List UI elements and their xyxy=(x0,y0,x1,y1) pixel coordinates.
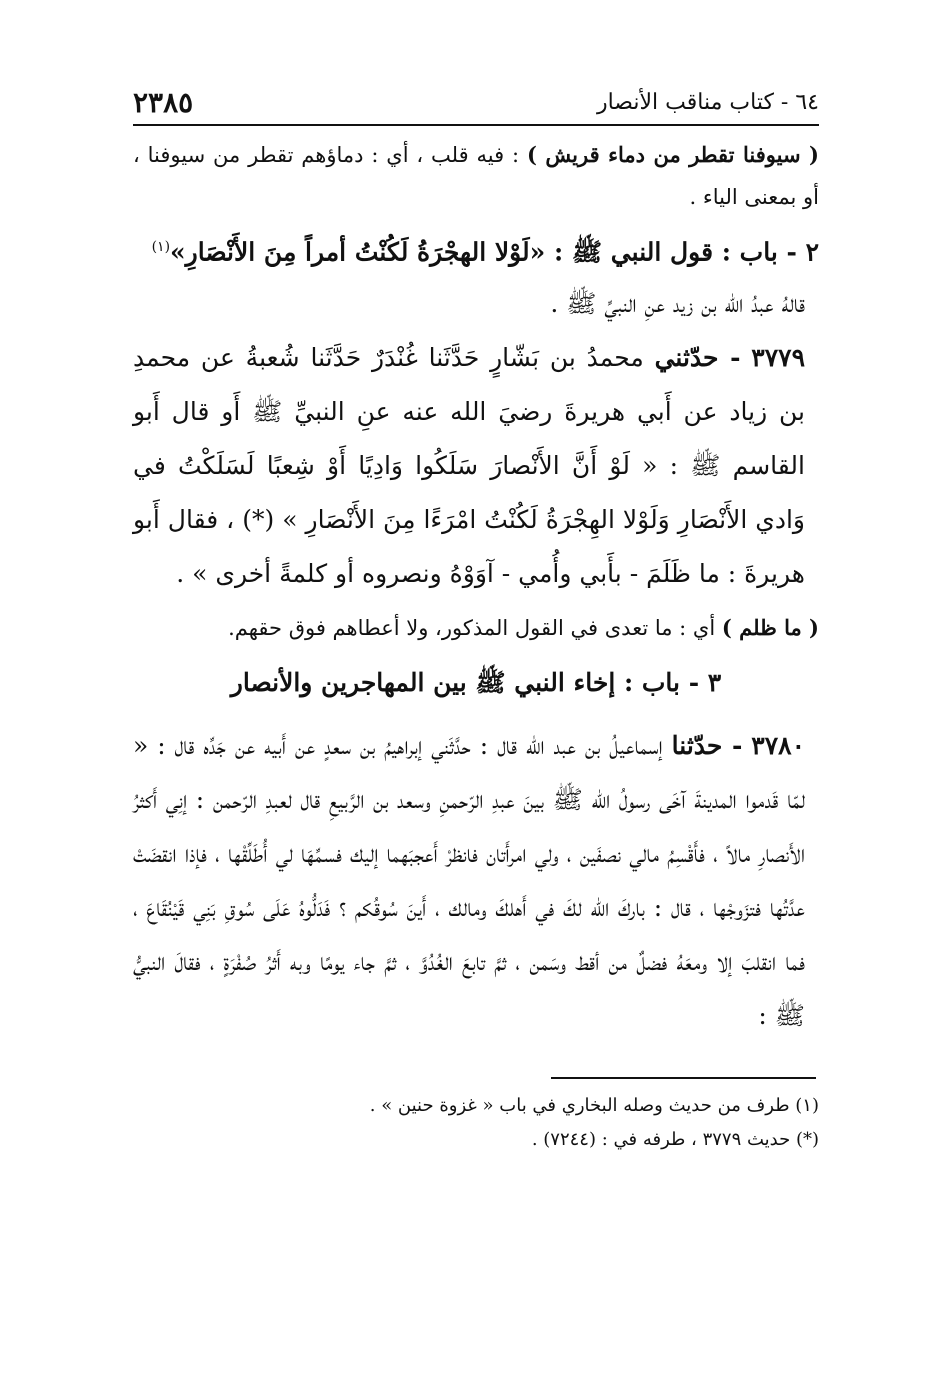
page-number: ٢٣٨٥ xyxy=(133,86,194,119)
gloss-term-2: ( ما ظلم ) xyxy=(721,615,819,641)
gloss-term-1: ( سيوفنا تقطر من دماء قريش ) xyxy=(526,142,819,167)
hadith-3780-number: ٣٧٨٠ xyxy=(751,731,806,761)
page xyxy=(133,80,819,1157)
hadith-3780 xyxy=(133,719,819,1043)
footnote-divider xyxy=(551,1077,816,1079)
hadith-3779-text: محمدُ بن بَشّارٍ حَدَّثَنا غُنْدَرٌ حَدَّثَنا شُعبةُ عن محمدِ بن زياد عن أَبي هريرةَ رضيَ الله عنه عنِ النبيِّ ﷺ أَو قال أَبو القاسم ﷺ : « لَوْ أَنَّ الأَنْصارَ سَلَكُوا وَادِيًا أَوْ شِعبًا لَسَلَكْتُ في وَادي الأَنْصَارِ وَلَوْلا الهِجْرَةُ لَكُنْتُ امْرَءًا مِنَ الأَنْصَارِ » (*) ، فقال أَبو هريرةَ : ما ظَلَمَ - بأَبي وأُمي - آوَوْهُ ونصروه أو كلمةً أخرى » . xyxy=(133,343,805,589)
gloss-text-2: أي : ما تعدى في القول المذكور، ولا أعطاهم فوق حقهم. xyxy=(228,616,716,641)
chapter-title: ٦٤ - كتاب مناقب الأنصار xyxy=(596,90,819,115)
bab-3-heading: ٣ - باب : إخاء النبي ﷺ بين المهاجرين والأنصار xyxy=(230,668,722,698)
gloss-paragraph-1 xyxy=(133,134,819,218)
hadith-3780-lead: - حدّثنا xyxy=(671,731,743,761)
bab-2-heading xyxy=(133,222,819,277)
hadith-3780-text: إسماعيلُ بن عبد الله قال : حدَّثَني إبراهيمُ بن سعدٍ عن أَبيه عن جَدِّه قال : « لمّا قَدموا المدينةَ آخَى رسولُ الله ﷺ بينَ عبدِ الرّحمنِ وسعد بن الرَّبيعِ قال لعبدِ الرّحمن : إنِي أَكثرُ الأَنصارِ مالاً ، فأَقْسِمُ مالي نصفَين ، ولي امرأَتان فانظرْ أَعجبَهما إليك فسمِّهَا لي أُطَلِّقْها ، فإذا انقضَتْ عدَّتُها فتزَوجْها ، قال : باركَ الله لكَ في أَهلكَ ومالك ، أَينَ سُوقُكم ؟ فَدَلُّوهُ عَلَى سُوقِ بَنِي قَيْنُقَاعَ ، فما انقلبَ إلا ومعَهُ فضلٌ من أقط وسَمن ، ثمَّ تابعَ الغُدُوَّ ، ثمَّ جاء يومًا وبه أَثرُ صُفْرَةٍ ، فقالَ النبيُّ ﷺ : xyxy=(133,731,805,1031)
hadith-3779-lead: - حدّثني xyxy=(654,343,741,373)
page-header xyxy=(133,80,819,128)
hadith-3779 xyxy=(133,331,819,601)
bab-2-title: ٢ - باب : قول النبي ﷺ : «لَوْلا الهجْرَةُ لَكُنْتُ أمراً مِنَ الأَنْصَارِ» xyxy=(170,237,819,267)
footnote-2: (*) حديث ٣٧٧٩ ، طرفه في : (٧٢٤٤) . xyxy=(531,1129,819,1151)
hadith-3779-number: ٣٧٧٩ xyxy=(751,343,806,373)
footnotes xyxy=(133,1089,819,1157)
bab-2-subtext: قالهُ عبدُ الله بن زيد عنِ النبيِّ ﷺ . xyxy=(550,289,805,319)
footnote-1: (١) طرف من حديث وصله البخاري في باب « غزوة حنين » . xyxy=(369,1095,819,1117)
header-divider xyxy=(133,124,819,126)
bab-2-footnote-ref: (١) xyxy=(151,239,171,255)
gloss-text-1: : فيه قلب ، أي : دماؤهم تقطر من سيوفنا ، أو بمعنى الياء . xyxy=(133,143,819,209)
gloss-paragraph-2 xyxy=(133,607,819,649)
